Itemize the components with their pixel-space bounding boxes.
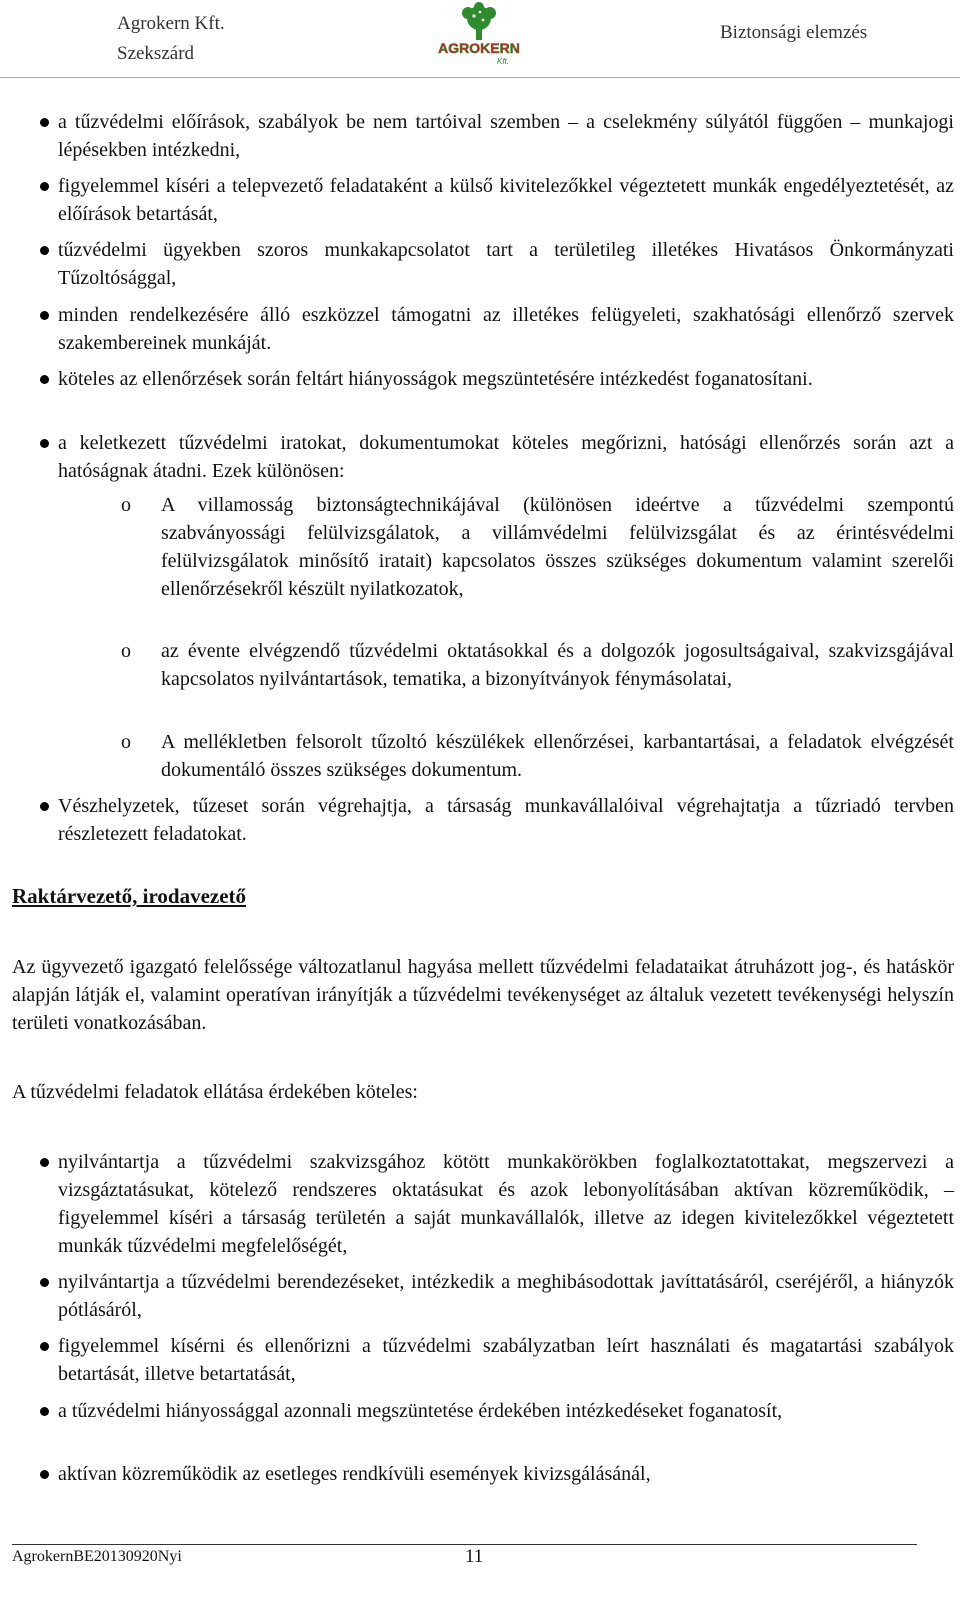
- bullet-item: a tűzvédelmi előírások, szabályok be nem tartóival szemben – a cselekmény súlyától függően – munkajogi lépésekben intézkedni,: [58, 108, 954, 164]
- bullet-item: köteles az ellenőrzések során feltárt hiányosságok megszüntetésére intézkedést foganatosítani.: [58, 365, 954, 393]
- sub-item: [121, 728, 954, 784]
- footer-rule: [12, 1544, 917, 1545]
- footer-document-id: AgrokernBE20130920Nyi: [12, 1548, 182, 1565]
- sub-item: [121, 637, 954, 693]
- header-rule: [0, 77, 960, 78]
- sub-item-text: A villamosság biztonságtechnikájával (különösen ideértve a tűzvédelmi szempontú szabványossági felülvizsgálatok, a villámvédelmi felülvizsgálat és az érintésvédelmi felülvizsgálatok minősítő iratait) kapcsolatos összes szükséges dokumentum valamint szerelői ellenőrzésekről készült nyilatkozatok,: [161, 494, 954, 600]
- company-name: Agrokern Kft.: [117, 13, 225, 34]
- bullet-item: a tűzvédelmi hiányossággal azonnali megszüntetése érdekében intézkedéseket foganatosít,: [58, 1397, 954, 1425]
- section-intro-paragraph: Az ügyvezető igazgató felelőssége változatlanul hagyása mellett tűzvédelmi feladataikat átruházott jog-, és hatáskör alapján látják el, valamint operatívan irányítják a tűzvédelmi tevékenységet az általuk vezetett tevékenységi helyszín területi vonatkozásában.: [12, 956, 954, 1034]
- bullet-item: nyilvántartja a tűzvédelmi szakvizsgához kötött munkakörökben foglalkoztatottakat, megszervezi a vizsgáztatásukat, kötelező rendszeres oktatásukat és azok lebonyolításában aktívan közreműködik, – figyelemmel kíséri a társaság területén a saját munkavállalók, illetve az idegen kivitelezőkkel végeztetett munkák tűzvédelmi megfelelőségét,: [58, 1148, 954, 1260]
- bullet-item: minden rendelkezésére álló eszközzel támogatni az illetékes felügyeleti, szakhatósági ellenőrző szervek szakembereinek munkáját.: [58, 301, 954, 357]
- agrokern-logo: [437, 2, 521, 72]
- company-city: Szekszárd: [117, 43, 195, 64]
- bullet-item: aktívan közreműködik az esetleges rendkívüli események kivizsgálásánál,: [58, 1460, 954, 1488]
- duties-intro: A tűzvédelmi feladatok ellátása érdekében köteles:: [12, 1081, 418, 1103]
- logo-suffix: Kft.: [497, 57, 510, 66]
- sub-item: [121, 491, 954, 603]
- sub-item-text: A mellékletben felsorolt tűzoltó készülékek ellenőrzései, karbantartásai, a feladatok elvégzését dokumentáló összes szükséges dokumentum.: [161, 731, 954, 781]
- document-title: Biztonsági elemzés: [720, 22, 868, 43]
- logo-wordmark: AGROKERN: [438, 40, 520, 56]
- bullet-item: figyelemmel kísérni és ellenőrizni a tűzvédelmi szabályzatban leírt használati és magatartási szabályok betartását, illetve betartatását,: [58, 1332, 954, 1388]
- page-number: 11: [465, 1546, 484, 1567]
- bullet-item: nyilvántartja a tűzvédelmi berendezéseket, intézkedik a meghibásodottak javíttatásáról, cseréjéről, a hiányzók pótlásáról,: [58, 1268, 954, 1324]
- company-block: [117, 9, 225, 69]
- bullet-item: a keletkezett tűzvédelmi iratokat, dokumentumokat köteles megőrizni, hatósági ellenőrzés során azt a hatóságnak átadni. Ezek különösen:: [58, 429, 954, 485]
- bullet-item: Vészhelyzetek, tűzeset során végrehajtja, a társaság munkavállalóival végrehajtatja a tűzriadó tervben részletezett feladatokat.: [58, 792, 954, 848]
- section-heading: Raktárvezető, irodavezető: [12, 884, 247, 908]
- page-header: [0, 0, 960, 78]
- sub-item-marker: o: [121, 640, 131, 662]
- bullet-item: figyelemmel kíséri a telepvezető feladataként a külső kivitelezőkkel végeztetett munkák engedélyeztetését, az előírások betartását,: [58, 172, 954, 228]
- sub-item-marker: o: [121, 494, 131, 516]
- sub-item-text: az évente elvégzendő tűzvédelmi oktatásokkal és a dolgozók jogosultságaival, szakvizsgájával kapcsolatos nyilvántartások, tematika, a bizonyítványok fénymásolatai,: [161, 640, 954, 690]
- sub-item-marker: o: [121, 731, 131, 753]
- bullet-item: tűzvédelmi ügyekben szoros munkakapcsolatot tart a területileg illetékes Hivatásos Önkormányzati Tűzoltósággal,: [58, 236, 954, 292]
